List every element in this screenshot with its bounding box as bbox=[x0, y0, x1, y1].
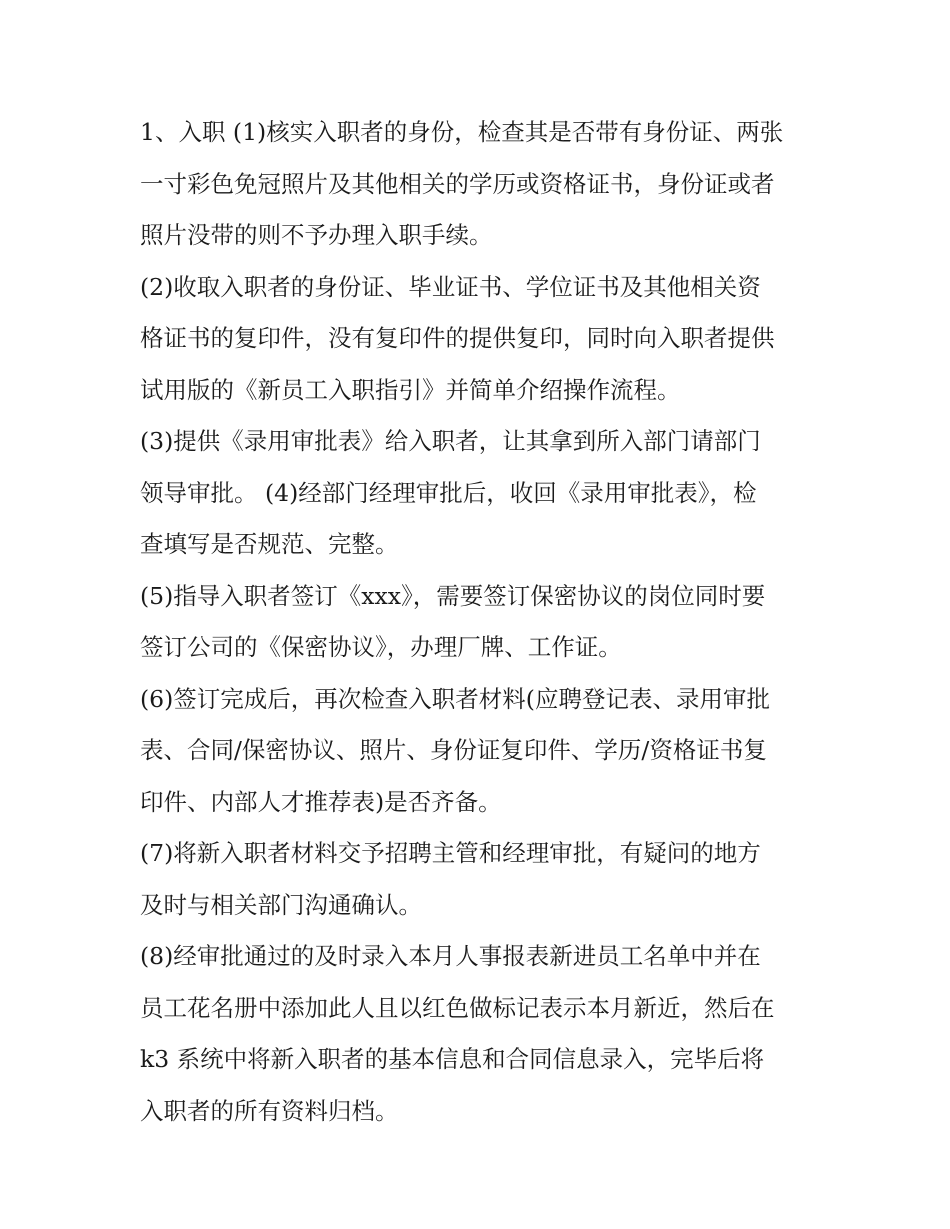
text-line: (8)经审批通过的及时录入本月人事报表新进员工名单中并在 bbox=[140, 942, 761, 970]
text-line: (3)提供《录用审批表》给入职者，让其拿到所入部门请部门 bbox=[140, 427, 761, 455]
text-line: 格证书的复印件，没有复印件的提供复印，同时向入职者提供 bbox=[140, 324, 775, 352]
text-line: 签订公司的《保密协议》，办理厂牌、工作证。 bbox=[140, 633, 622, 661]
text-line: (7)将新入职者材料交予招聘主管和经理审批，有疑问的地方 bbox=[140, 839, 761, 867]
text-line: 查填写是否规范、完整。 bbox=[140, 530, 399, 558]
text-line: 照片没带的则不予办理入职手续。 bbox=[140, 221, 493, 249]
text-line: 1、入职 (1)核实入职者的身份，检查其是否带有身份证、两张 bbox=[140, 118, 784, 146]
text-line: 员工花名册中添加此人且以红色做标记表示本月新近，然后在 bbox=[140, 993, 775, 1022]
text-line: 一寸彩色免冠照片及其他相关的学历或资格证书，身份证或者 bbox=[140, 169, 775, 198]
text-line: 试用版的《新员工入职指引》并简单介绍操作流程。 bbox=[140, 375, 681, 404]
text-line: k3 系统中将新入职者的基本信息和合同信息录入，完毕后将 bbox=[140, 1045, 765, 1073]
text-line: 及时与相关部门沟通确认。 bbox=[140, 890, 422, 919]
text-line: 表、合同/保密协议、照片、身份证复印件、学历/资格证书复 bbox=[140, 736, 767, 764]
text-line: (6)签订完成后，再次检查入职者材料(应聘登记表、录用审批 bbox=[140, 684, 770, 713]
text-line: (2)收取入职者的身份证、毕业证书、学位证书及其他相关资 bbox=[140, 272, 761, 301]
document-body bbox=[140, 107, 812, 1137]
text-line: 领导审批。 (4)经部门经理审批后，收回《录用审批表》，检 bbox=[140, 478, 757, 507]
text-line: (5)指导入职者签订《xxx》，需要签订保密协议的岗位同时要 bbox=[140, 581, 766, 610]
text-line: 印件、内部人才推荐表)是否齐备。 bbox=[140, 787, 502, 816]
text-line: 入职者的所有资料归档。 bbox=[140, 1096, 399, 1125]
